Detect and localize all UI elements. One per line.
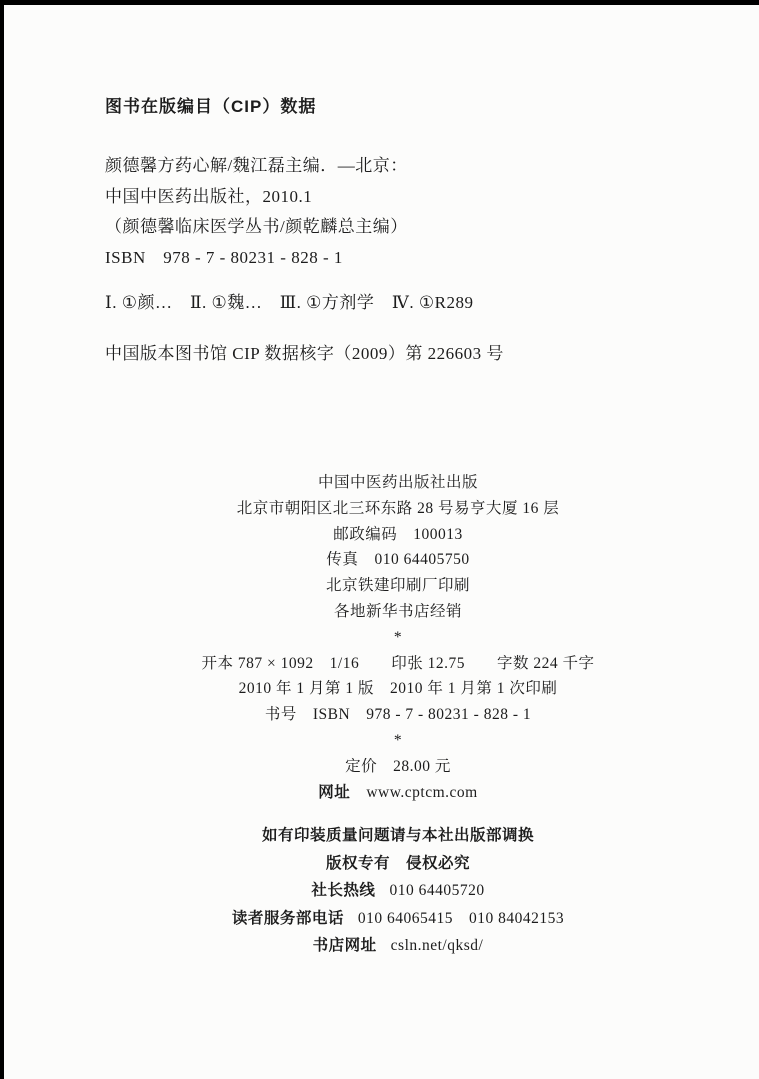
reader-service-line (37, 905, 759, 933)
book-number-line (37, 702, 759, 728)
reader-service-label: 读者服务部电话 (231, 909, 344, 927)
separator-star: * (393, 628, 403, 646)
hotline-label: 社长热线 (311, 882, 376, 899)
cip-block (105, 95, 709, 368)
scan-edge-left (0, 0, 4, 1079)
edition-line: 2010 年 1 月第 1 版 2010 年 1 月第 1 次印刷 (238, 680, 558, 698)
bookstore-url-line (37, 932, 759, 960)
website-label: 网址 (318, 783, 351, 801)
price-value: 28.00 元 (393, 757, 451, 775)
cip-title-author-line: 颜德馨方药心解/魏江磊主编．—北京： (105, 156, 408, 175)
price-label: 定价 (345, 757, 378, 775)
cip-series-line: （颜德馨临床医学丛书/颜乾麟总主编） (105, 217, 408, 236)
scan-edge-top (0, 0, 759, 5)
distributor-line: 各地新华书店经销 (333, 602, 462, 620)
postcode-line (37, 522, 759, 548)
separator-star: * (393, 731, 403, 749)
postcode-label: 邮政编码 (333, 525, 398, 543)
cip-isbn-line: ISBN 978 - 7 - 80231 - 828 - 1 (105, 247, 343, 267)
book-number-value: ISBN 978 - 7 - 80231 - 828 - 1 (312, 706, 532, 724)
postcode-value: 100013 (413, 525, 463, 543)
format-line: 开本 787 × 1092 1/16 印张 12.75 字数 224 千字 (201, 654, 595, 672)
fax-label: 传真 (326, 551, 359, 569)
bookstore-url-label: 书店网址 (312, 937, 377, 954)
copyright-warning-line: 版权专有 侵权必究 (325, 854, 470, 872)
bookstore-url-value: csln.net/qksd/ (390, 937, 484, 954)
fax-value: 010 64405750 (374, 551, 470, 569)
hotline-value: 010 64405720 (389, 882, 485, 899)
colophon-block (37, 470, 759, 805)
cip-publisher-line: 中国中医药出版社，2010.1 (105, 186, 313, 206)
book-number-label: 书号 (264, 706, 297, 724)
fax-line (37, 547, 759, 573)
cip-heading: 图书在版编目（CIP）数据 (105, 97, 317, 116)
cip-record-number-line: 中国版本图书馆 CIP 数据核字（2009）第 226603 号 (105, 344, 504, 363)
printer-line: 北京铁建印刷厂印刷 (325, 577, 470, 595)
notice-block (37, 822, 759, 960)
publisher-line: 中国中医药出版社出版 (317, 474, 478, 491)
hotline-line (37, 877, 759, 905)
reader-service-value: 010 64065415 010 84042153 (357, 909, 565, 927)
address-line: 北京市朝阳区北三环东路 28 号易亨大厦 16 层 (236, 499, 560, 517)
quality-exchange-line: 如有印装质量问题请与本社出版部调换 (261, 827, 534, 844)
cip-classification-line: Ⅰ. ①颜… Ⅱ. ①魏… Ⅲ. ①方剂学 Ⅳ. ①R289 (105, 293, 474, 312)
website-value: www.cptcm.com (366, 783, 478, 801)
website-line (37, 780, 759, 806)
price-line (37, 754, 759, 780)
